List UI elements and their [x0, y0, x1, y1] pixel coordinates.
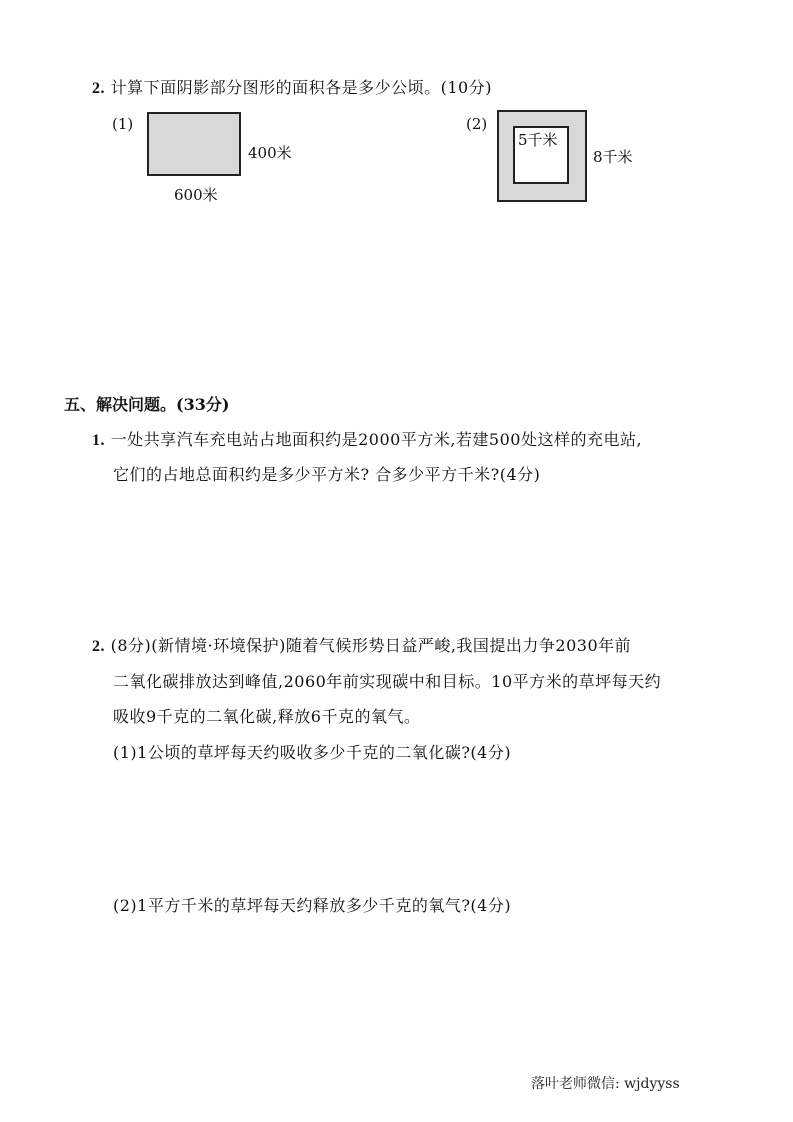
question-2-area: [92, 75, 492, 98]
height-label: 400米: [248, 144, 292, 162]
shaded-rectangle: [147, 112, 241, 176]
outer-square-label: 8千米: [593, 148, 633, 166]
figure-1-label: (1): [112, 115, 134, 133]
section-title: 五、解决问题。(33分): [64, 395, 230, 414]
problem-1-line-1: 一处共享汽车充电站占地面积约是2000平方米,若建500处这样的充电站,: [110, 430, 643, 449]
problem-2-sub-2: (2)1平方千米的草坪每天约释放多少千克的氧气?(4分): [113, 896, 512, 915]
question-number: 2.: [92, 638, 105, 655]
inner-square-label: 5千米: [518, 131, 558, 149]
question-number: 1.: [92, 432, 105, 449]
problem-2: [92, 633, 631, 656]
footer-contact: 落叶老师微信: wjdyyss: [531, 1076, 680, 1092]
question-number: 2.: [92, 80, 105, 97]
problem-2-line-2: 二氧化碳排放达到峰值,2060年前实现碳中和目标。10平方米的草坪每天约: [113, 672, 662, 691]
problem-1-line-2: 它们的占地总面积约是多少平方米? 合多少平方千米?(4分): [113, 465, 541, 484]
problem-2-line-1: (8分)(新情境·环境保护)随着气候形势日益严峻,我国提出力争2030年前: [110, 636, 632, 655]
problem-1: [92, 427, 642, 450]
problem-2-sub-1: (1)1公顷的草坪每天约吸收多少千克的二氧化碳?(4分): [113, 743, 512, 762]
figure-2-label: (2): [466, 115, 488, 133]
width-label: 600米: [174, 186, 218, 204]
question-text: 计算下面阴影部分图形的面积各是多少公顷。(10分): [110, 78, 492, 97]
problem-2-line-3: 吸收9千克的二氧化碳,释放6千克的氧气。: [113, 707, 421, 726]
